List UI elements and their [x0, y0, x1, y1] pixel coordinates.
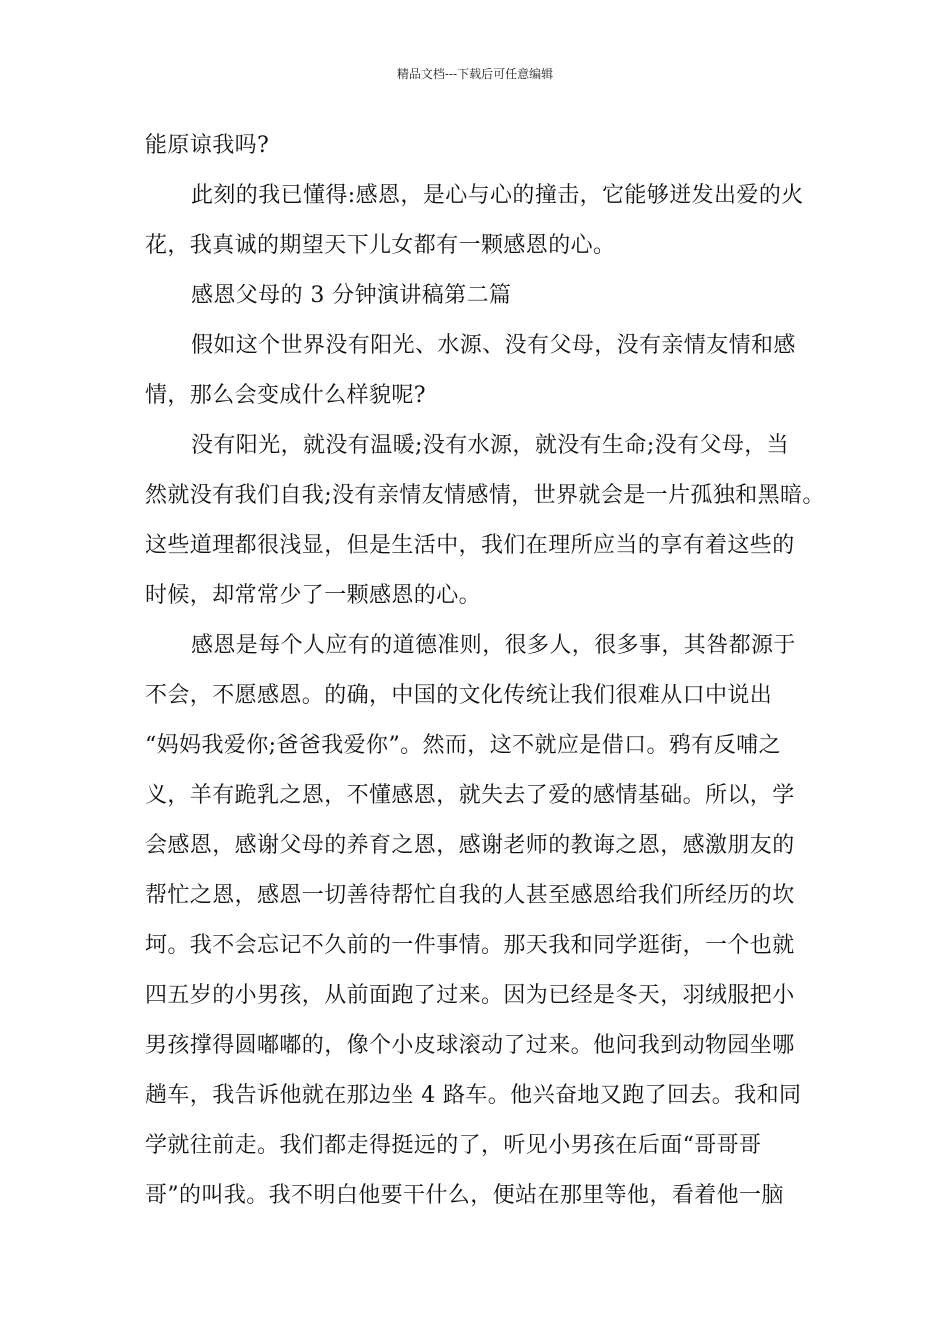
- text-line: 感恩是每个人应有的道德准则，很多人，很多事，其咎都源于: [191, 633, 796, 658]
- text-line: “妈妈我爱你;爸爸我爱你”。然而，这不就应是借口。鸦有反哺之: [145, 733, 781, 758]
- text-line: 学就往前走。我们都走得挺远的了，听见小男孩在后面“哥哥哥: [145, 1133, 762, 1158]
- text-line: 情，那么会变成什么样貌呢?: [145, 383, 426, 408]
- page-header: 精品文档---下载后可任意编辑: [396, 67, 554, 81]
- text-line: 时候，却常常少了一颗感恩的心。: [145, 583, 482, 608]
- text-line: 假如这个世界没有阳光、水源、没有父母，没有亲情友情和感: [191, 333, 796, 358]
- text-line: 男孩撑得圆嘟嘟的，像个小皮球滚动了过来。他问我到动物园坐哪: [145, 1033, 795, 1058]
- text-line: 义，羊有跪乳之恩，不懂感恩，就失去了爱的感情基础。所以，学: [145, 783, 795, 808]
- text-line: 四五岁的小男孩，从前面跑了过来。因为已经是冬天，羽绒服把小: [145, 983, 795, 1008]
- text-line: 不会，不愿感恩。的确，中国的文化传统让我们很难从口中说出: [145, 683, 773, 708]
- text-line: 趟车，我告诉他就在那边坐 4 路车。他兴奋地又跑了回去。我和同: [145, 1083, 802, 1108]
- text-line: 没有阳光，就没有温暖;没有水源，就没有生命;没有父母，当: [191, 433, 790, 458]
- text-line: 哥”的叫我。我不明白他要干什么，便站在那里等他，看着他一脑: [145, 1183, 784, 1208]
- text-line: 花，我真诚的期望天下儿女都有一颗感恩的心。: [145, 233, 616, 258]
- section-heading: 感恩父母的 3 分钟演讲稿第二篇: [191, 283, 512, 308]
- text-line: 会感恩，感谢父母的养育之恩，感谢老师的教诲之恩，感激朋友的: [145, 833, 795, 858]
- text-line: 然就没有我们自我;没有亲情友情感情，世界就会是一片孤独和黑暗。: [145, 483, 825, 508]
- text-line: 帮忙之恩，感恩一切善待帮忙自我的人甚至感恩给我们所经历的坎: [145, 883, 795, 908]
- text-line: 此刻的我已懂得:感恩，是心与心的撞击，它能够迸发出爱的火: [191, 183, 804, 208]
- text-line: 坷。我不会忘记不久前的一件事情。那天我和同学逛街，一个也就: [145, 933, 795, 958]
- text-line: 能原谅我吗?: [145, 133, 270, 158]
- text-line: 这些道理都很浅显，但是生活中，我们在理所应当的享有着这些的: [145, 533, 795, 558]
